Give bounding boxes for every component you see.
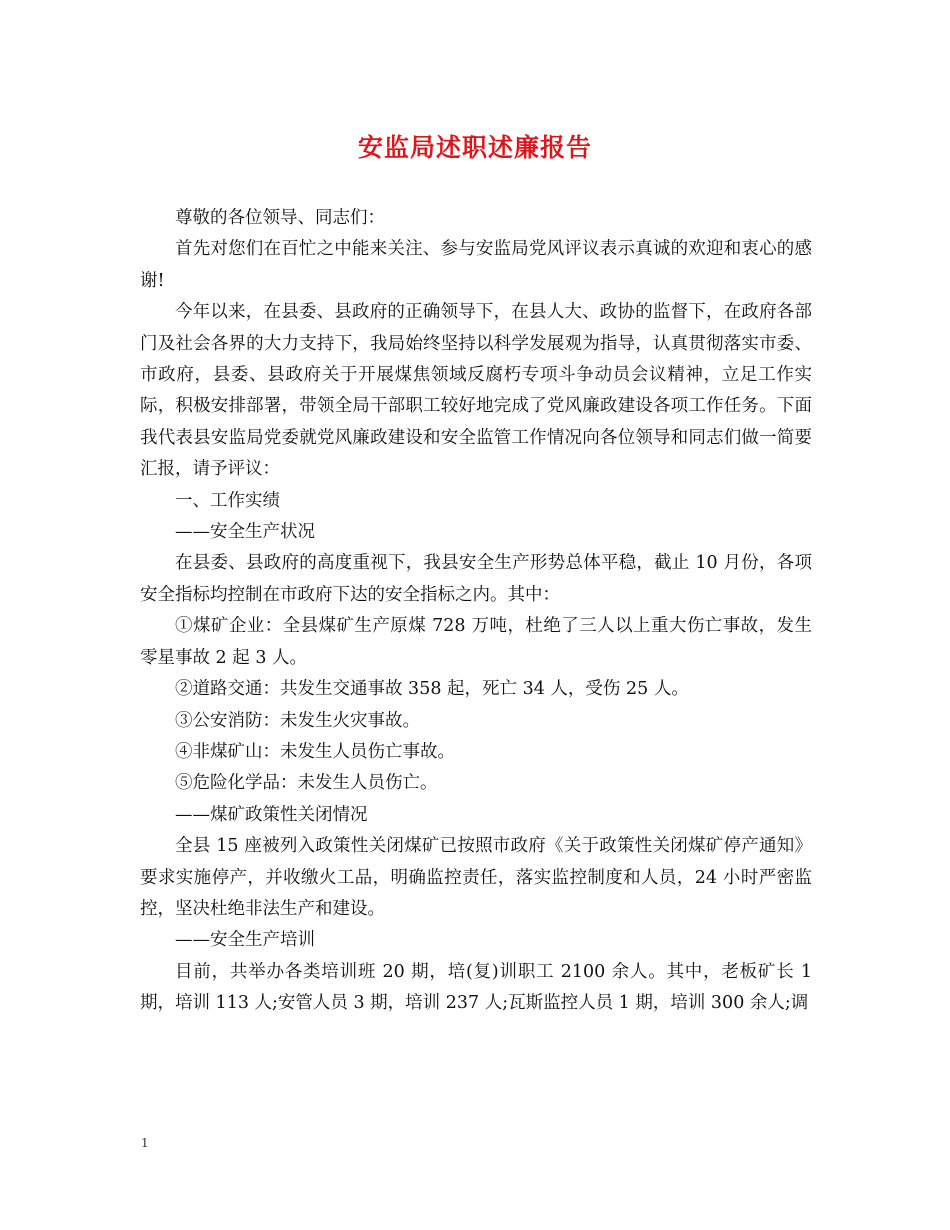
subheading-coal-mine-closure: ——煤矿政策性关闭情况 <box>175 804 368 825</box>
section-heading-work-results: 一、工作实绩 <box>175 490 280 511</box>
list-item-non-coal-mines: ④非煤矿山：未发生人员伤亡事故。 <box>175 741 455 762</box>
list-item-fire-safety: ③公安消防：未发生火灾事故。 <box>175 710 420 731</box>
subheading-safety-training: ——安全生产培训 <box>175 930 315 951</box>
list-item-road-traffic: ②道路交通：共发生交通事故 358 起，死亡 34 人，受伤 25 人。 <box>175 679 689 700</box>
paragraph-safety-training: 目前，共举办各类培训班 20 期，培(复)训职工 2100 余人。其中，老板矿长 1 期，培训 113 人;安管人员 3 期，培训 237 人;瓦斯监控人员 1 期，培训 300 余人;调 <box>140 961 812 1014</box>
document-title: 安监局述职述廉报告 <box>357 133 592 162</box>
paragraph-salutation: 尊敬的各位领导、同志们： <box>175 208 385 228</box>
page-number: 1 <box>141 1136 149 1150</box>
paragraph-coal-mine-closure: 全县 15 座被列入政策性关闭煤矿已按照市政府《关于政策性关闭煤矿停产通知》要求实施停产，并收缴火工品，明确监控责任，落实监控制度和人员，24 小时严密监控，坚决杜绝非法生产和建设。 <box>140 836 812 919</box>
subheading-safety-production-status: ——安全生产状况 <box>175 522 315 543</box>
list-item-hazardous-chemicals: ⑤危险化学品：未发生人员伤亡。 <box>175 773 438 794</box>
paragraph-safety-overview: 在县委、县政府的高度重视下，我县安全生产形势总体平稳，截止 10 月份，各项安全指标均控制在市政府下达的安全指标之内。其中： <box>140 553 812 605</box>
document-body <box>140 203 812 1020</box>
paragraph-introduction: 今年以来，在县委、县政府的正确领导下，在县人大、政协的监督下，在政府各部门及社会各界的大力支持下，我局始终坚持以科学发展观为指导，认真贯彻落实市委、市政府，县委、县政府关于开展煤焦领域反腐朽专项斗争动员会议精神，立足工作实际，积极安排部署，带领全局干部职工较好地完成了党风廉政建设各项工作任务。下面我代表县安监局党委就党风廉政建设和安全监管工作情况向各位领导和同志们做一简要汇报，请予评议： <box>140 302 812 480</box>
list-item-coal-mining: ①煤矿企业：全县煤矿生产原煤 728 万吨，杜绝了三人以上重大伤亡事故，发生零星事故 2 起 3 人。 <box>140 616 812 668</box>
paragraph-thanks: 首先对您们在百忙之中能来关注、参与安监局党风评议表示真诚的欢迎和衷心的感谢! <box>140 239 812 291</box>
